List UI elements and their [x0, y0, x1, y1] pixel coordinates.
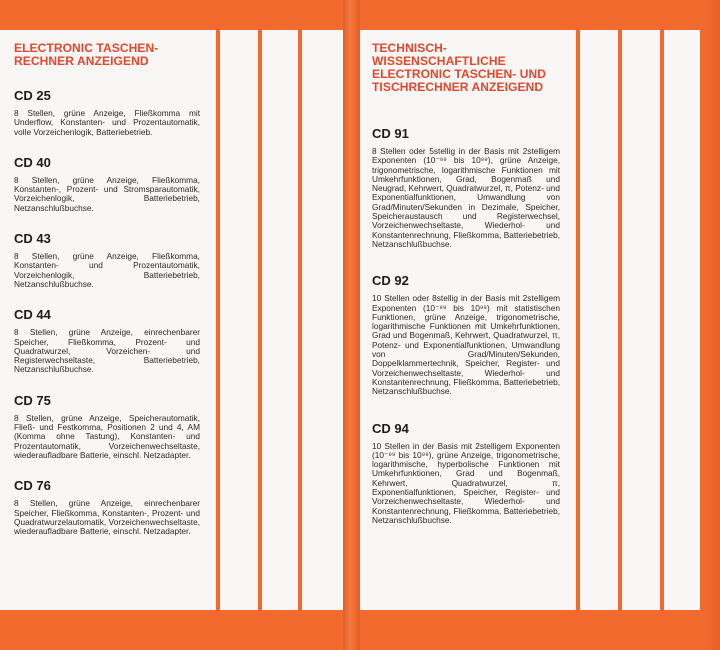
model-description: 8 Stellen, grüne Anzeige, Fließkomma, Konstanten-, Prozent- und Stromsparautomatik, Vorzeichenlogik, Batteriebetrieb, Netzanschlußbuchse. [14, 174, 200, 213]
model-entry [372, 421, 560, 526]
section-title-pocket-calculators: ELECTRONIC TASCHEN-RECHNER ANZEIGEND [14, 41, 159, 68]
blank-stripe-column [262, 30, 298, 610]
model-description: 8 Stellen, grüne Anzeige, Fließkomma mit Underflow, Konstanten- und Prozentautomatik, volle Vorzeichenlogik, Batteriebetrieb. [14, 108, 200, 137]
center-fold [343, 0, 360, 650]
right-page-edge [704, 0, 720, 650]
top-orange-band [0, 0, 720, 30]
model-name: CD 75 [14, 392, 51, 408]
model-name: CD 43 [14, 231, 51, 247]
blank-stripe-column [622, 30, 660, 610]
model-entry [14, 307, 200, 374]
model-name: CD 25 [14, 88, 51, 103]
right-text-column [360, 30, 576, 610]
model-name: CD 92 [372, 273, 409, 289]
model-entry [14, 88, 200, 137]
left-text-column [0, 30, 216, 610]
model-name: CD 91 [372, 126, 409, 141]
model-name: CD 44 [14, 307, 51, 323]
model-entry [14, 393, 200, 460]
model-description: 10 Stellen in der Basis mit 2stelligem Exponenten (10⁻⁹⁹ bis 10⁹⁹), grüne Anzeige, trigonometrische, logarithmische, hyperbolische Funktionen mit Umkehrfunktionen, Grad und Bogenmaß, Kehrwert, Quadratwurzel, π, Exponentialfunktionen, Speicher, Register- und Vorzeichenwechseltaste, Wiederhol- und Konstantenrechnung, Fließkomma, Batteriebetrieb, Netzanschlußbuchse. [372, 440, 560, 525]
model-description: 8 Stellen, grüne Anzeige, einrechenbarer Speicher, Fließkomma, Konstanten-, Prozent- und Quadratwurzelautomatik, Vorzeichenwechseltaste, wiederaufladbare Batterie, einschl. Netzadapter. [14, 498, 200, 537]
model-description: 8 Stellen, grüne Anzeige, Speicherautomatik, Fließ- und Festkomma, Positionen 2 und 4, AM (Komma ohne Tastung), Konstanten- und Prozentautomatik, Vorzeichenwechseltaste, wiederaufladbare Batterie, einschl. Netzadapter. [14, 412, 200, 460]
model-description: 8 Stellen, grüne Anzeige, Fließkomma, Konstanten- und Prozentautomatik, Vorzeichenlogik, Batteriebetrieb, Netzanschlußbuchse. [14, 251, 200, 289]
section-title-scientific-calculators: TECHNISCH-WISSENSCHAFTLICHE ELECTRONIC TASCHEN- UND TISCHRECHNER ANZEIGEND [372, 41, 547, 94]
model-name: CD 76 [14, 478, 51, 494]
blank-stripe-column [580, 30, 618, 610]
model-entry [14, 231, 200, 289]
model-description: 10 Stellen oder 8stellig in der Basis mit 2stelligem Exponenten (10⁻⁹⁹ bis 10⁹⁹) mit statistischen Funktionen, grüne Anzeige, trigonometrische, logarithmische Funktionen mit Umkehrfunktionen, Grad und Bogenmaß, Kehrwert, Quadratwurzel, π, Potenz- und Exponentialfunktionen, Umwandlung von Grad/Minuten/Sekunden, Doppelklammertechnik, Speicher, Register- und Vorzeichenwechseltaste, Wiederhol- und Konstantenrechnung, Fließkomma, Batteriebetrieb, Netzanschlußbuchse. [372, 293, 560, 397]
bottom-orange-band [0, 610, 720, 650]
model-entry [372, 273, 560, 396]
blank-stripe-column [220, 30, 258, 610]
model-entry [14, 155, 200, 213]
model-name: CD 40 [14, 154, 51, 170]
blank-stripe-column [664, 30, 700, 610]
model-name: CD 94 [372, 420, 409, 436]
blank-stripe-column [302, 30, 343, 610]
model-description: 8 Stellen, grüne Anzeige, einrechenbarer Speicher, Fließkomma, Prozent- und Quadratwurzel, Vorzeichen- und Registerwechseltaste, Batteriebetrieb, Netzanschlußbuchse. [14, 327, 200, 375]
model-entry [372, 126, 560, 249]
model-description: 8 Stellen oder 5stellig in der Basis mit 2stelligem Exponenten (10⁻⁹⁹ bis 10⁹⁹), grüne Anzeige, trigonometrische, logarithmische Funktionen mit Umkehrfunktionen, Grad, Bogenmaß und Neugrad, Kehrwert, Quadratwurzel, π, Potenz- und Exponentialfunktionen, Umwandlung von Grad/Minuten/Sekunden in Dezimale, Speicher, Speicheraustausch und Registerwechsel, Vorzeichenwechseltaste, Wiederhol- und Konstantenrechnung, Fließkomma, Batteriebetrieb, Netzanschlußbuchse. [372, 146, 560, 249]
model-entry [14, 478, 200, 536]
